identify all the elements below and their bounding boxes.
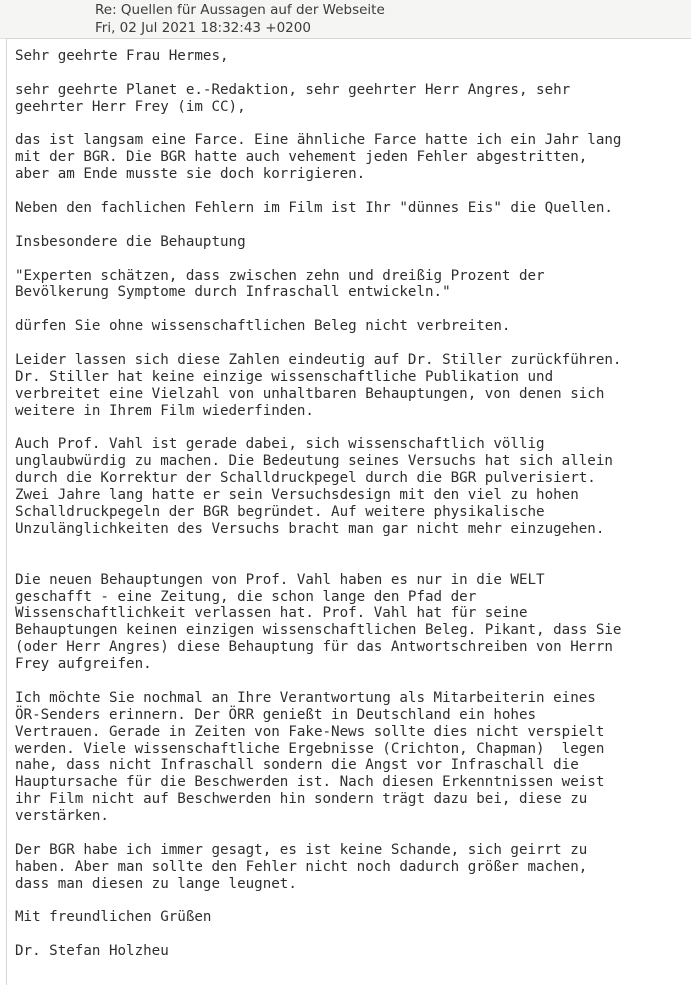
- message-line: [15, 301, 685, 318]
- message-line: geschafft - eine Zeitung, die schon lange den Pfad der: [15, 588, 477, 605]
- message-line: Insbesondere die Behauptung: [15, 233, 246, 250]
- message-line: Auch Prof. Vahl ist gerade dabei, sich wissenschaftlich völlig: [15, 436, 545, 453]
- message-line: Dr. Stiller hat keine einzige wissenschaftliche Publikation und: [15, 368, 554, 385]
- message-line: durch die Korrektur der Schalldruckpegel durch die BGR pulverisiert.: [15, 470, 596, 487]
- message-line: [15, 65, 685, 82]
- message-line: ihr Film nicht auf Beschwerden hin sondern trägt dazu bei, diese zu: [15, 791, 588, 808]
- message-line: weitere in Ihrem Film wiederfinden.: [15, 402, 314, 419]
- message-line: Vertrauen. Gerade in Zeiten von Fake-News sollte dies nicht verspielt: [15, 723, 605, 740]
- subject-value[interactable]: Re: Quellen für Aussagen auf der Webseite: [95, 2, 385, 18]
- message-line: haben. Aber man sollte den Fehler nicht noch dadurch größer machen,: [15, 858, 588, 875]
- message-line: das ist langsam eine Farce. Eine ähnliche Farce hatte ich ein Jahr lang: [15, 132, 622, 149]
- message-line: Leider lassen sich diese Zahlen eindeutig auf Dr. Stiller zurückführen.: [15, 352, 622, 369]
- message-line: Hauptursache für die Beschwerden ist. Nach diesen Erkenntnissen weist: [15, 774, 605, 791]
- message-line: [15, 251, 685, 268]
- message-line: [15, 926, 685, 943]
- message-line: Unzulänglichkeiten des Versuchs bracht man gar nicht mehr einzugehen.: [15, 520, 605, 537]
- message-line: Zwei Jahre lang hatte er sein Versuchsdesign mit den viel zu hohen: [15, 487, 579, 504]
- message-line: [15, 335, 685, 352]
- message-line: aber am Ende musste sie doch korrigieren.: [15, 166, 366, 183]
- message-line: [15, 673, 685, 690]
- message-line: [15, 183, 685, 200]
- message-line: geehrter Herr Frey (im CC),: [15, 98, 246, 115]
- date-value[interactable]: Fri, 02 Jul 2021 18:32:43 +0200: [95, 20, 311, 36]
- message-line: [15, 555, 685, 572]
- message-line: Bevölkerung Symptome durch Infraschall entwickeln.": [15, 284, 451, 301]
- message-line: Behauptungen keinen einzigen wissenschaftlichen Beleg. Pikant, dass Sie: [15, 622, 622, 639]
- message-body[interactable]: [15, 48, 685, 960]
- message-line: Schalldruckpegeln der BGR begründet. Auf weitere physikalische: [15, 504, 545, 521]
- message-line: (oder Herr Angres) diese Behauptung für das Antwortschreiben von Herrn: [15, 639, 613, 656]
- message-line: nahe, dass nicht Infraschall sondern die Angst vor Infraschall die: [15, 757, 579, 774]
- message-line: [15, 825, 685, 842]
- message-line: dass man diesen zu lange leugnet.: [15, 875, 297, 892]
- message-line: verstärken.: [15, 808, 109, 825]
- message-line: Dr. Stefan Holzheu: [15, 943, 169, 960]
- message-line: werden. Viele wissenschaftliche Ergebnisse (Crichton, Chapman) legen: [15, 740, 605, 757]
- message-line: mit der BGR. Die BGR hatte auch vehement jeden Fehler abgestritten,: [15, 149, 588, 166]
- message-line: Sehr geehrte Frau Hermes,: [15, 48, 229, 64]
- message-line: verbreitet eine Vielzahl von unhaltbaren Behauptungen, von denen sich: [15, 385, 605, 402]
- message-line: [15, 116, 685, 133]
- message-line: Die neuen Behauptungen von Prof. Vahl haben es nur in die WELT: [15, 571, 545, 588]
- message-line: dürfen Sie ohne wissenschaftlichen Beleg nicht verbreiten.: [15, 318, 511, 335]
- message-line: sehr geehrte Planet e.-Redaktion, sehr geehrter Herr Angres, sehr: [15, 81, 571, 98]
- message-line: [15, 538, 685, 555]
- message-line: [15, 893, 685, 910]
- message-line: Neben den fachlichen Fehlern im Film ist Ihr "dünnes Eis" die Quellen.: [15, 200, 613, 217]
- message-line: [15, 217, 685, 234]
- message-line: Wissenschaftlichkeit verlassen hat. Prof. Vahl hat für seine: [15, 605, 528, 622]
- message-line: unglaubwürdig zu machen. Die Bedeutung seines Versuchs hat sich allein: [15, 453, 613, 470]
- message-line: ÖR-Senders erinnern. Der ÖRR genießt in Deutschland ein hohes: [15, 706, 537, 723]
- message-line: Der BGR habe ich immer gesagt, es ist keine Schande, sich geirrt zu: [15, 841, 588, 858]
- message-header: [0, 0, 691, 39]
- message-line: Frey aufgreifen.: [15, 656, 152, 673]
- message-line: [15, 420, 685, 437]
- message-line: Ich möchte Sie nochmal an Ihre Verantwortung als Mitarbeiterin eines: [15, 689, 596, 706]
- message-line: "Experten schätzen, dass zwischen zehn und dreißig Prozent der: [15, 267, 545, 284]
- message-line: Mit freundlichen Grüßen: [15, 909, 212, 926]
